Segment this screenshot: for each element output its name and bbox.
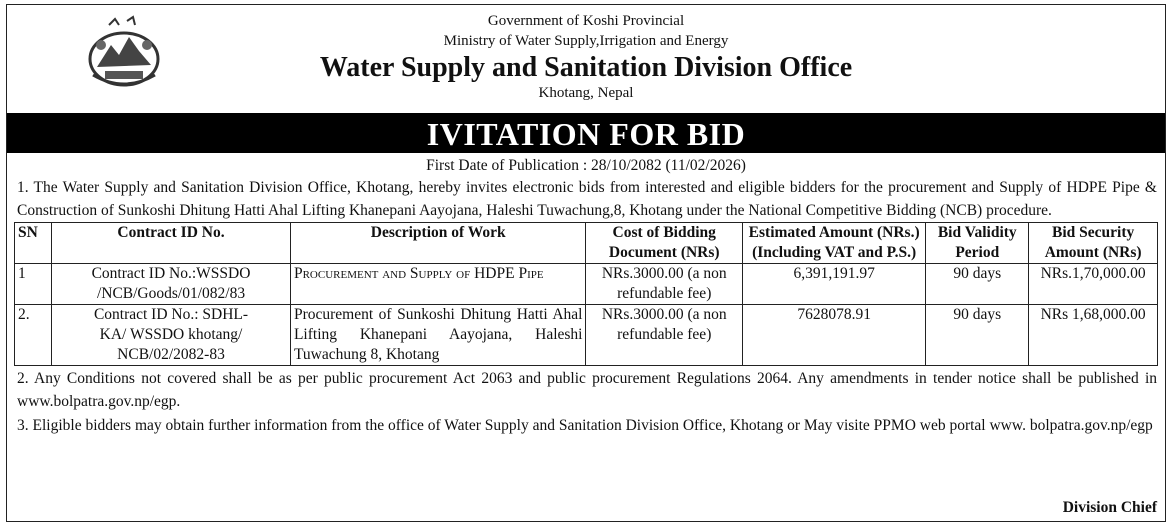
header-contract: Contract ID No. [52, 223, 291, 264]
notice-header [7, 5, 1165, 113]
cell-validity: 90 days [926, 305, 1029, 366]
paragraph-1: 1. The Water Supply and Sanitation Division Office, Khotang, hereby invites electronic bids from interested and eligible bidders for the procurement and Supply of HDPE Pipe & Construction of Sunkoshi Dhitung Hatti Ahal Lifting Khanepani Aayojana, Haleshi Tuwachung,8, Khotang under the National Competitive Bidding (NCB) procedure. [17, 179, 1157, 219]
table-row [15, 305, 1158, 366]
cell-sn: 1 [15, 264, 52, 305]
header-description: Description of Work [290, 223, 586, 264]
cell-contract: Contract ID No.:WSSDO /NCB/Goods/01/082/83 [52, 264, 291, 305]
header-validity: Bid Validity Period [926, 223, 1029, 264]
cell-description: Procurement of Sunkoshi Dhitung Hatti Ahal Lifting Khanepani Aayojana, Haleshi Tuwachung 8, Khotang [290, 305, 586, 366]
cell-estimate: 7628078.91 [743, 305, 926, 366]
header-cost: Cost of Bidding Document (NRs) [586, 223, 743, 264]
paragraph-2: 2. Any Conditions not covered shall be as per public procurement Act 2063 and public procurement Regulations 2064. Any amendments in tender notice shall be published in www.bolpatra.gov.np/egp. [17, 370, 1157, 410]
cell-security: NRs.1,70,000.00 [1029, 264, 1158, 305]
header-security: Bid Security Amount (NRs) [1029, 223, 1158, 264]
cell-sn: 2. [15, 305, 52, 366]
ministry-name: Ministry of Water Supply,Irrigation and Energy [443, 33, 729, 49]
notice-banner: IVITATION FOR BID [7, 113, 1165, 153]
notice-frame [6, 4, 1166, 522]
cell-security: NRs 1,68,000.00 [1029, 305, 1158, 366]
signature: Division Chief [1062, 499, 1157, 516]
cell-contract: Contract ID No.: SDHL- KA/ WSSDO khotang/ NCB/02/2082-83 [52, 305, 291, 366]
cell-description: Procurement and Supply of HDPE Pipe [290, 264, 586, 305]
paragraph-3: 3. Eligible bidders may obtain further information from the office of Water Supply and Sanitation Division Office, Khotang or May visite PPMO web portal www. bolpatra.gov.np/egp [17, 417, 1153, 434]
cell-validity: 90 days [926, 264, 1029, 305]
publication-date: First Date of Publication : 28/10/2082 (11/02/2026) [426, 157, 746, 174]
office-name: Water Supply and Sanitation Division Office [319, 52, 853, 83]
cell-cost: NRs.3000.00 (a non refundable fee) [586, 305, 743, 366]
table-header-row [15, 223, 1158, 264]
header-sn: SN [15, 223, 52, 264]
bid-table [14, 222, 1158, 366]
office-location: Khotang, Nepal [538, 85, 634, 101]
nepal-emblem-icon [79, 15, 169, 95]
header-estimate: Estimated Amount (NRs.) (Including VAT and P.S.) [743, 223, 926, 264]
cell-cost: NRs.3000.00 (a non refundable fee) [586, 264, 743, 305]
cell-estimate: 6,391,191.97 [743, 264, 926, 305]
government-name: Government of Koshi Provincial [487, 13, 685, 29]
table-row [15, 264, 1158, 305]
